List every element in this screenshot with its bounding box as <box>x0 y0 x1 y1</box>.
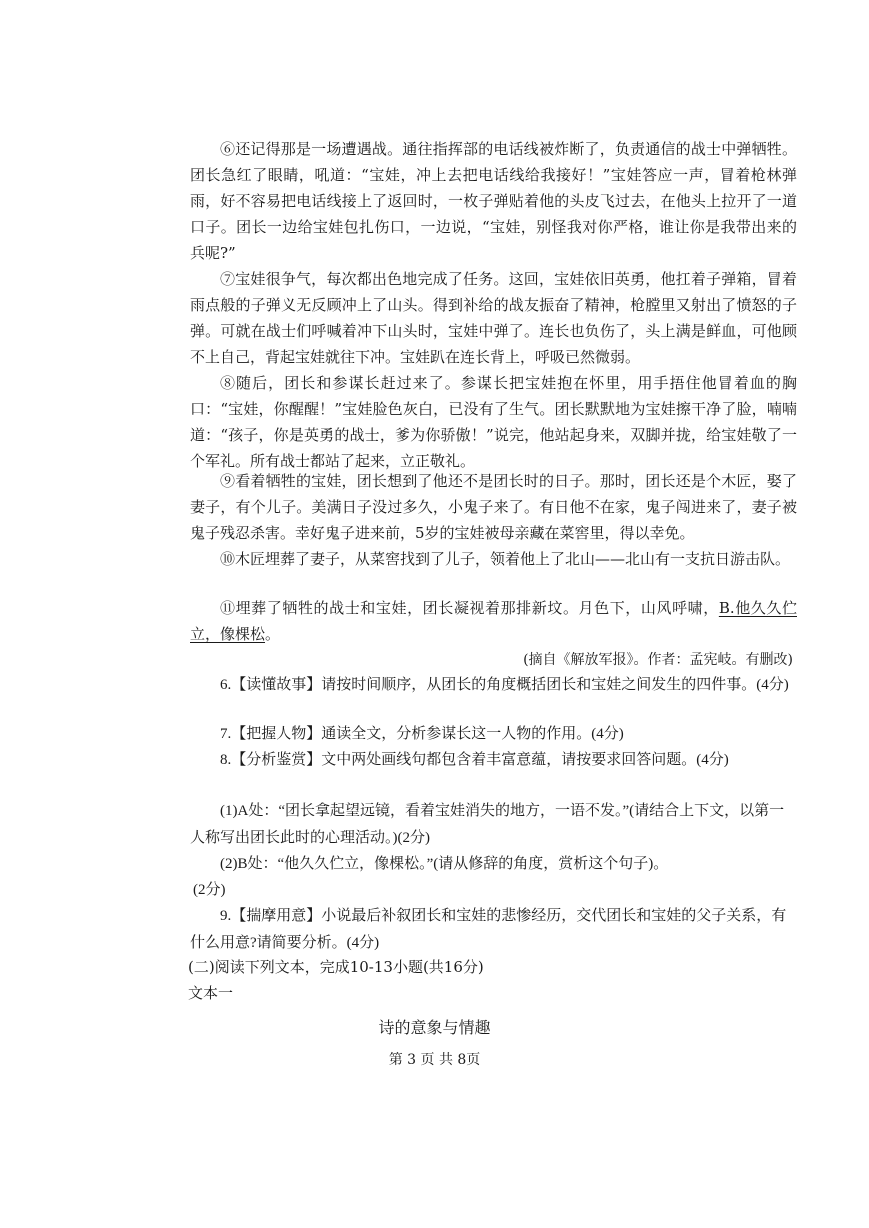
question-9: 9.【揣摩用意】小说最后补叙团长和宝娃的悲惨经历，交代团长和宝娃的父子关系，有什么用意?请简要分析。(4分) <box>190 908 787 951</box>
paragraph-10: ⑩木匠埋葬了妻子，从菜窖找到了儿子，领着他上了北山——北山有一支抗日游击队。 <box>220 550 791 568</box>
question-7: 7.【把握人物】通读全文，分析参谋长这一人物的作用。(4分) <box>220 726 624 742</box>
article-title: 诗的意象与情趣 <box>378 1018 491 1037</box>
paragraph-11-end: 。 <box>265 625 281 643</box>
section-heading: (二)阅读下列文本，完成10-13小题(共16分) <box>188 958 484 976</box>
page-footer: 第 3 页 共 8页 <box>388 1052 481 1068</box>
paragraph-9: ⑨看着牺牲的宝娃，团长想到了他还不是团长时的日子。那时，团长还是个木匠，娶了妻子，有个儿子。美满日子没过多久，小鬼子来了。有日他不在家，鬼子闯进来了，妻子被鬼子残忍杀害。幸好鬼子进来前，5岁的宝娃被母亲藏在菜窖里，得以幸免。 <box>190 472 797 542</box>
source-citation: (摘自《解放军报》。作者：孟宪岐。有删改) <box>523 652 793 668</box>
question-8-part-2-score: (2分) <box>193 882 226 898</box>
text-label: 文本一 <box>188 984 234 1002</box>
paragraph-6: ⑥还记得那是一场遭遇战。通往指挥部的电话线被炸断了，负责通信的战士中弹牺牲。团长急红了眼睛，吼道：“宝娃，冲上去把电话线给我接好！”宝娃答应一声，冒着枪林弹雨，好不容易把电话线接上了返回时，一枚子弹贴着他的头皮飞过去，在他头上拉开了一道口子。团长一边给宝娃包扎伤口，一边说，“宝娃，别怪我对你严格，谁让你是我带出来的兵呢?” <box>190 140 797 262</box>
question-8: 8.【分析鉴赏】文中两处画线句都包含着丰富意蕴，请按要求回答问题。(4分) <box>220 752 729 768</box>
question-6: 6.【读懂故事】请按时间顺序，从团长的角度概括团长和宝娃之间发生的四件事。(4分) <box>220 677 789 693</box>
paragraph-11-text: ⑪埋葬了牺牲的战士和宝娃，团长凝视着那排新坟。月色下，山风呼啸， <box>220 599 719 617</box>
paragraph-7: ⑦宝娃很争气，每次都出色地完成了任务。这回，宝娃依旧英勇，他扛着子弹箱，冒着雨点般的子弹义无反顾冲上了山头。得到补给的战友振奋了精神，枪膛里又射出了愤怒的子弹。可就在战士们呼喊着冲下山头时，宝娃中弹了。连长也负伤了，头上满是鲜血，可他顾不上自己，背起宝娃就往下冲。宝娃趴在连长背上，呼吸已然微弱。 <box>190 270 797 366</box>
question-8-part-1: (1)A处：“团长拿起望远镜，看着宝娃消失的地方，一语不发。”(请结合上下文，以第一人称写出团长此时的心理活动。)(2分) <box>190 803 785 846</box>
paragraph-11 <box>190 595 797 647</box>
paragraph-8: ⑧随后，团长和参谋长赶过来了。参谋长把宝娃抱在怀里，用手捂住他冒着血的胸口：“宝娃，你醒醒！”宝娃脸色灰白，已没有了生气。团长默默地为宝娃擦干净了脸，喃喃道：“孩子，你是英勇的战士，爹为你骄傲！”说完，他站起身来，双脚并拢，给宝娃敬了一个军礼。所有战士都站了起来，立正敬礼。 <box>190 374 797 470</box>
question-8-part-2: (2)B处：“他久久伫立，像棵松。”(请从修辞的角度，赏析这个句子)。 <box>220 856 669 872</box>
underlined-sentence-b: B.他久久伫立，像棵松 <box>190 599 797 643</box>
